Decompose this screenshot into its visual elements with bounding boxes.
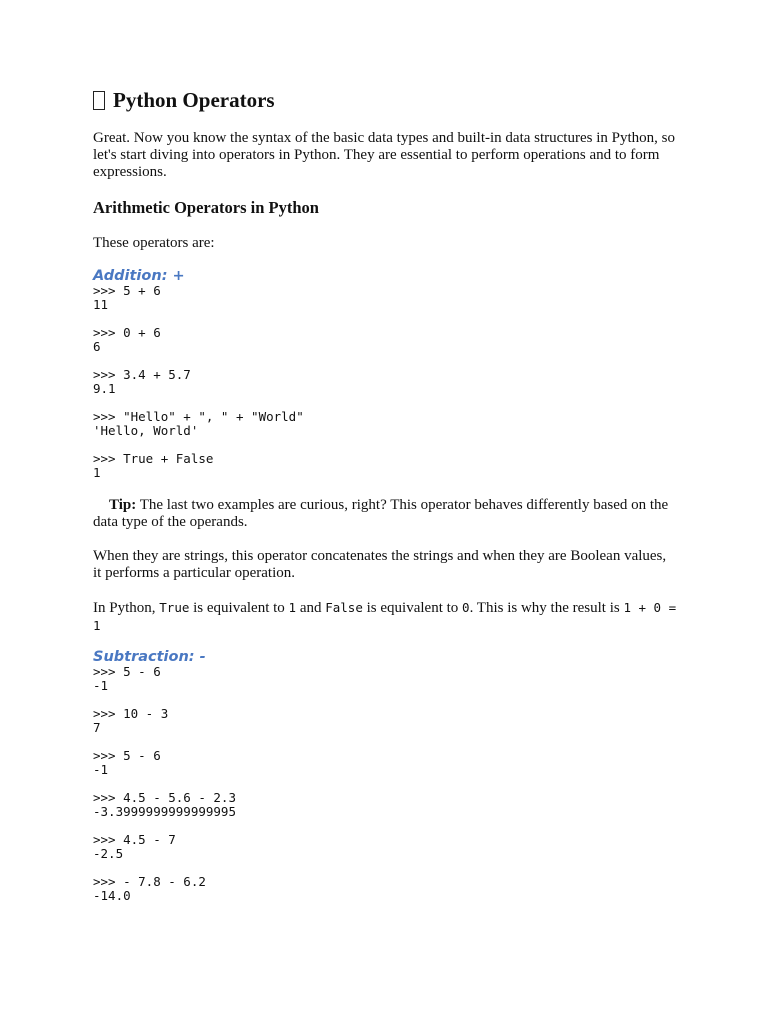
inline-code: False bbox=[325, 600, 363, 615]
inline-code: True bbox=[159, 600, 190, 615]
code-example bbox=[93, 749, 678, 777]
code-example bbox=[93, 833, 678, 861]
code-input: >>> 4.5 - 5.6 - 2.3 bbox=[93, 790, 236, 805]
text-run: and bbox=[296, 600, 326, 616]
page-title bbox=[93, 86, 678, 114]
code-input: >>> 5 + 6 bbox=[93, 283, 161, 298]
inline-code: 1 bbox=[288, 600, 297, 615]
code-output: -3.3999999999999995 bbox=[93, 804, 236, 819]
document-body bbox=[93, 86, 678, 903]
code-input: >>> 10 - 3 bbox=[93, 706, 169, 721]
lead-paragraph: These operators are: bbox=[93, 235, 215, 251]
code-input: >>> "Hello" + ", " + "World" bbox=[93, 409, 304, 424]
code-output: -2.5 bbox=[93, 846, 124, 861]
subtraction-examples bbox=[93, 665, 678, 903]
tip-label: Tip: bbox=[109, 497, 137, 513]
code-example bbox=[93, 875, 678, 903]
code-example bbox=[93, 410, 678, 438]
code-example bbox=[93, 368, 678, 396]
page-title-text: Python Operators bbox=[113, 88, 275, 112]
text-run: . This is why the result is bbox=[469, 600, 624, 616]
code-input: >>> True + False bbox=[93, 451, 214, 466]
code-output: 1 bbox=[93, 465, 101, 480]
text-run: In Python, bbox=[93, 600, 160, 616]
code-example bbox=[93, 707, 678, 735]
code-input: >>> 0 + 6 bbox=[93, 325, 161, 340]
addition-heading: Addition: + bbox=[93, 268, 185, 284]
code-example bbox=[93, 326, 678, 354]
code-output: 11 bbox=[93, 297, 109, 312]
tip-text: The last two examples are curious, right? This operator behaves differently based on the data type of the operands. bbox=[93, 497, 669, 530]
text-run: is equivalent to bbox=[189, 600, 289, 616]
inline-code: 0 bbox=[462, 600, 470, 615]
section-heading: Arithmetic Operators in Python bbox=[93, 198, 319, 217]
missing-glyph-icon bbox=[93, 91, 105, 110]
code-example bbox=[93, 284, 678, 312]
code-example bbox=[93, 791, 678, 819]
inline-code: 1 + 0 = 1 bbox=[93, 600, 677, 633]
code-input: >>> 4.5 - 7 bbox=[93, 832, 176, 847]
subtraction-heading: Subtraction: - bbox=[93, 649, 206, 665]
code-output: -14.0 bbox=[93, 888, 131, 903]
code-input: >>> 3.4 + 5.7 bbox=[93, 367, 191, 382]
code-example bbox=[93, 452, 678, 480]
code-input: >>> 5 - 6 bbox=[93, 748, 161, 763]
text-run: is equivalent to bbox=[362, 600, 463, 616]
strings-paragraph: When they are strings, this operator concatenates the strings and when they are Boolean values, it performs a particular operation. bbox=[93, 548, 667, 581]
code-output: 9.1 bbox=[93, 381, 116, 396]
intro-paragraph: Great. Now you know the syntax of the basic data types and built-in data structures in Python, so let's start diving into operators in Python. They are essential to perform operations and to form expressions. bbox=[93, 130, 675, 180]
code-output: 7 bbox=[93, 720, 101, 735]
code-input: >>> 5 - 6 bbox=[93, 664, 161, 679]
code-output: 'Hello, World' bbox=[93, 423, 199, 438]
code-output: -1 bbox=[93, 678, 109, 693]
code-output: -1 bbox=[93, 762, 109, 777]
code-example bbox=[93, 665, 678, 693]
code-output: 6 bbox=[93, 339, 101, 354]
code-input: >>> - 7.8 - 6.2 bbox=[93, 874, 206, 889]
boolean-paragraph bbox=[93, 599, 678, 635]
tip-paragraph bbox=[93, 497, 678, 531]
addition-examples bbox=[93, 284, 678, 480]
